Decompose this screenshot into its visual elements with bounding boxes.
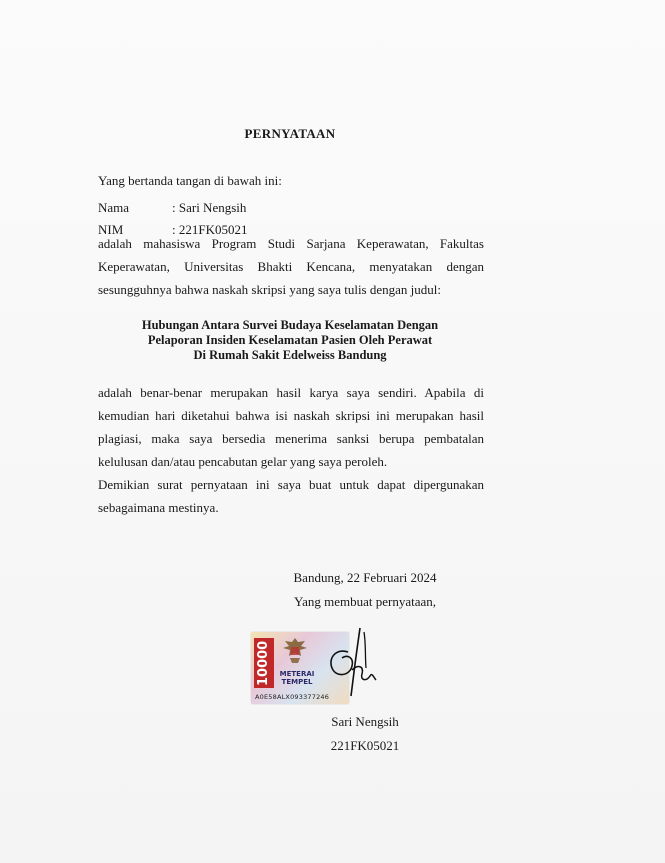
name-field — [98, 200, 246, 216]
thesis-title — [90, 318, 490, 363]
paragraph-originality: adalah benar-benar merupakan hasil karya saya sendiri. Apabila di kemudian hari diketahui bahwa isi naskah skripsi ini merupakan hasil plagiasi, maka saya bersedia menerima sanksi berupa pembatalan kelulusan dan/atau pencabutan gelar yang saya peroleh. — [98, 385, 484, 469]
name-label: Nama — [98, 200, 130, 215]
intro-text: Yang bertanda tangan di bawah ini: — [98, 173, 282, 188]
thesis-title-line: Pelaporan Insiden Keselamatan Pasien Oleh Perawat — [147, 333, 433, 347]
nim-label: NIM — [98, 222, 124, 237]
stamp-label-line1: METERAI — [279, 670, 315, 678]
thesis-title-line: Hubungan Antara Survei Budaya Keselamatan Dengan — [141, 318, 439, 332]
stamp-label-line2: TEMPEL — [281, 678, 313, 686]
signer-name: Sari Nengsih — [331, 714, 399, 729]
paragraph-closing: Demikian surat pernyataan ini saya buat untuk dapat dipergunakan sebagaimana mestinya. — [98, 477, 484, 515]
maker-label: Yang membuat pernyataan, — [293, 594, 436, 609]
thesis-title-line: Di Rumah Sakit Edelweiss Bandung — [193, 348, 387, 362]
stamp-denomination: 10000 — [254, 638, 274, 688]
handwritten-signature — [318, 622, 388, 702]
signer-nim: 221FK05021 — [330, 738, 400, 753]
name-value: : Sari Nengsih — [172, 200, 247, 215]
stamp-serial: A0E58ALX093377246 — [255, 693, 330, 701]
paragraph-declaration: adalah mahasiswa Program Studi Sarjana Keperawatan, Fakultas Keperawatan, Universitas Bhakti Kencana, menyatakan dengan sesungguhnya bahwa naskah skripsi yang saya tulis dengan judul: — [98, 236, 484, 297]
garuda-emblem-icon — [281, 636, 309, 666]
place-date: Bandung, 22 Februari 2024 — [293, 570, 437, 585]
nim-value: : 221FK05021 — [172, 222, 248, 237]
document-title: PERNYATAAN — [244, 126, 336, 141]
